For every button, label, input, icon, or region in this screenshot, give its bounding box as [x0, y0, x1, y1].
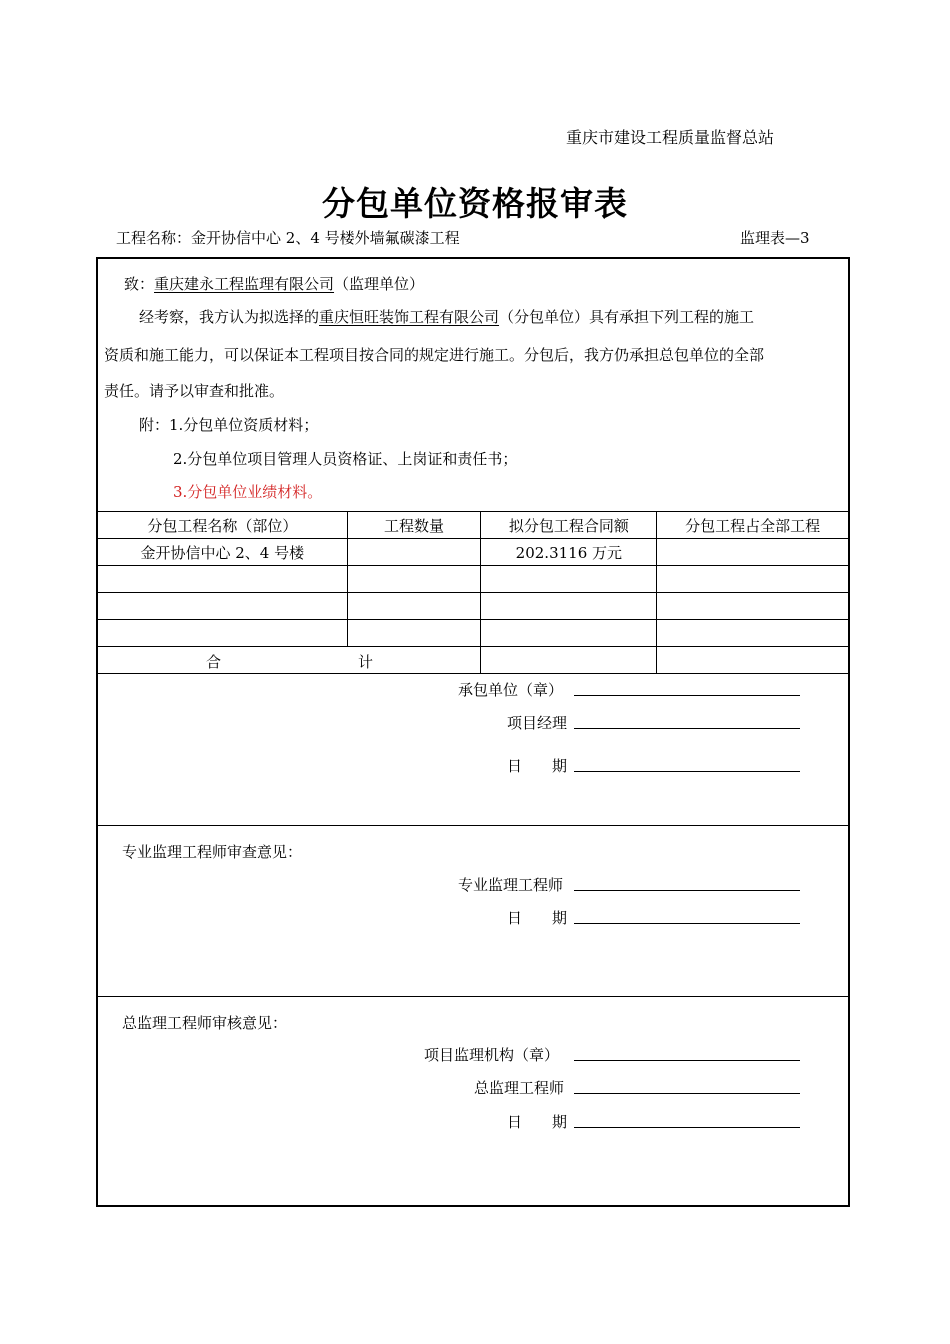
header-cell: 分包工程名称（部位） [98, 512, 348, 539]
table-cell: 202.3116 万元 [481, 539, 657, 566]
table-total-row [98, 647, 849, 674]
paragraph-prefix: 经考察，我方认为拟选择的 [139, 308, 320, 326]
header-cell: 工程数量 [347, 512, 481, 539]
header-cell: 拟分包工程合同额 [481, 512, 657, 539]
chief-date-line [574, 1127, 800, 1128]
table-header-row [98, 512, 849, 539]
contractor-date-label: 日 期 [507, 757, 568, 775]
project-manager-line [574, 728, 800, 729]
table-cell [657, 593, 849, 620]
table-row [98, 593, 849, 620]
table-row [98, 566, 849, 593]
table-row [98, 620, 849, 647]
section-divider [97, 825, 849, 826]
table-cell [347, 566, 481, 593]
table-row [98, 539, 849, 566]
contractor-date-line [574, 771, 800, 772]
attachment-1: 附：1.分包单位资质材料； [139, 416, 319, 434]
table-cell [98, 566, 348, 593]
subcontract-table [97, 511, 849, 674]
supervision-org-label: 项目监理机构（章） [424, 1046, 560, 1064]
paragraph-line-1 [139, 306, 754, 327]
total-label-right: 计 [358, 653, 374, 671]
table-cell [657, 620, 849, 647]
chief-date-label: 日 期 [507, 1113, 568, 1131]
form-number: 监理表—3 [740, 229, 810, 247]
engineer-line [574, 890, 800, 891]
table-cell [481, 566, 657, 593]
table-cell [481, 620, 657, 647]
contractor-unit-label: 承包单位（章） [458, 681, 564, 699]
addressee-line [124, 273, 424, 294]
engineer-review-title: 专业监理工程师审查意见： [122, 843, 303, 861]
total-label-left: 合 [206, 653, 222, 671]
chief-engineer-line [574, 1093, 800, 1094]
total-percent-cell [657, 647, 849, 674]
table-cell [481, 593, 657, 620]
supervision-org-line [574, 1060, 800, 1061]
engineer-label: 专业监理工程师 [458, 876, 564, 894]
table-cell [347, 539, 481, 566]
table-cell [657, 566, 849, 593]
addressee-prefix: 致： [124, 275, 155, 293]
table-cell [657, 539, 849, 566]
engineer-date-label: 日 期 [507, 909, 568, 927]
addressee-suffix: （监理单位） [334, 275, 425, 293]
form-title: 分包单位资格报审表 [322, 184, 628, 223]
total-label-cell [98, 647, 481, 674]
paragraph-suffix: （分包单位）具有承担下列工程的施工 [499, 308, 755, 326]
section-divider [97, 996, 849, 997]
subcontractor-company: 重庆恒旺装饰工程有限公司 [319, 308, 500, 326]
attachment-2: 2.分包单位项目管理人员资格证、上岗证和责任书； [173, 450, 518, 468]
chief-review-title: 总监理工程师审核意见： [122, 1014, 288, 1032]
attachment-3: 3.分包单位业绩材料。 [173, 483, 323, 501]
paragraph-line-2: 资质和施工能力，可以保证本工程项目按合同的规定进行施工。分包后，我方仍承担总包单位的全部 [104, 346, 765, 364]
table-cell [347, 620, 481, 647]
project-manager-label: 项目经理 [507, 714, 568, 732]
table-cell: 金开协信中心 2、4 号楼 [98, 539, 348, 566]
table-cell [98, 620, 348, 647]
total-amount-cell [481, 647, 657, 674]
table-cell [98, 593, 348, 620]
paragraph-line-3: 责任。请予以审查和批准。 [104, 382, 285, 400]
table-cell [347, 593, 481, 620]
contractor-unit-line [574, 695, 800, 696]
chief-engineer-label: 总监理工程师 [474, 1079, 565, 1097]
supervision-company: 重庆建永工程监理有限公司 [154, 275, 335, 293]
issuing-authority: 重庆市建设工程质量监督总站 [566, 128, 775, 147]
project-name: 工程名称：金开协信中心 2、4 号楼外墙氟碳漆工程 [116, 229, 460, 247]
engineer-date-line [574, 923, 800, 924]
header-cell: 分包工程占全部工程 [657, 512, 849, 539]
